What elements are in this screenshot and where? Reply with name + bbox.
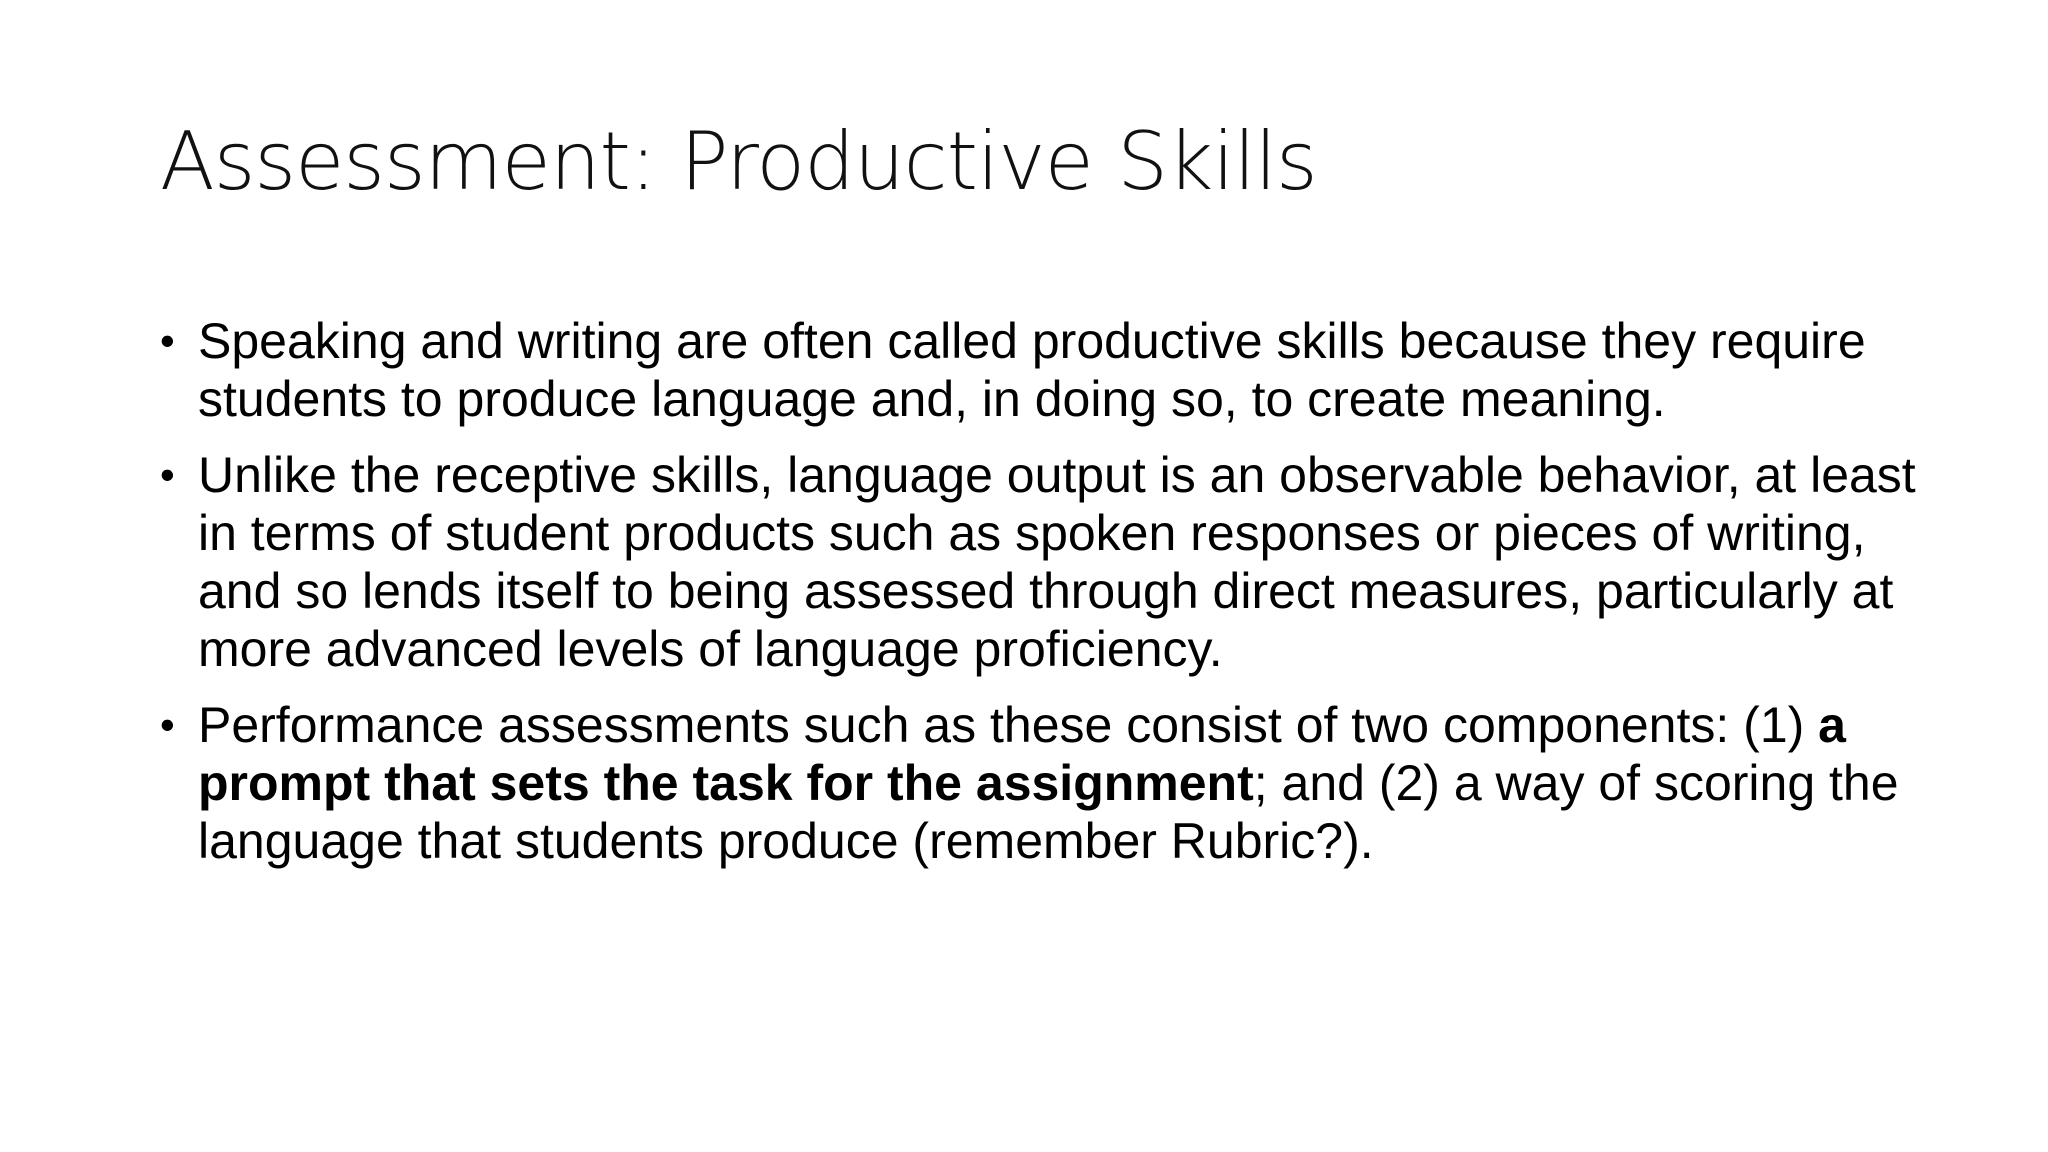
slide-title: Assessment: Productive Skills [160,115,1317,208]
bullet-text: Unlike the receptive skills, language output is an observable behavior, at least in terms of student products such as spoken responses or pieces of writing, and so lends itself to being assessed through direct measures, particularly at more advanced levels of language proficiency. [198,447,1916,677]
bullet-list [160,312,1920,888]
bullet-text: Speaking and writing are often called productive skills because they require students to produce language and, in doing so, to create meaning. [198,313,1866,427]
bullet-icon: • [160,317,175,364]
bullet-text-after: ; and (2) a way of scoring the language that students produce (remember Rubric?). [198,755,1899,869]
bullet-item-language-output [160,446,1920,678]
bullet-item-performance-assessments [160,696,1920,870]
bullet-icon: • [160,701,175,748]
bullet-text-before: Performance assessments such as these consist of two components: (1) [198,697,1819,753]
bullet-text-bold: a prompt that sets the task for the assignment [198,697,1846,811]
bullet-item-productive-skills [160,312,1920,428]
bullet-icon: • [160,451,175,498]
